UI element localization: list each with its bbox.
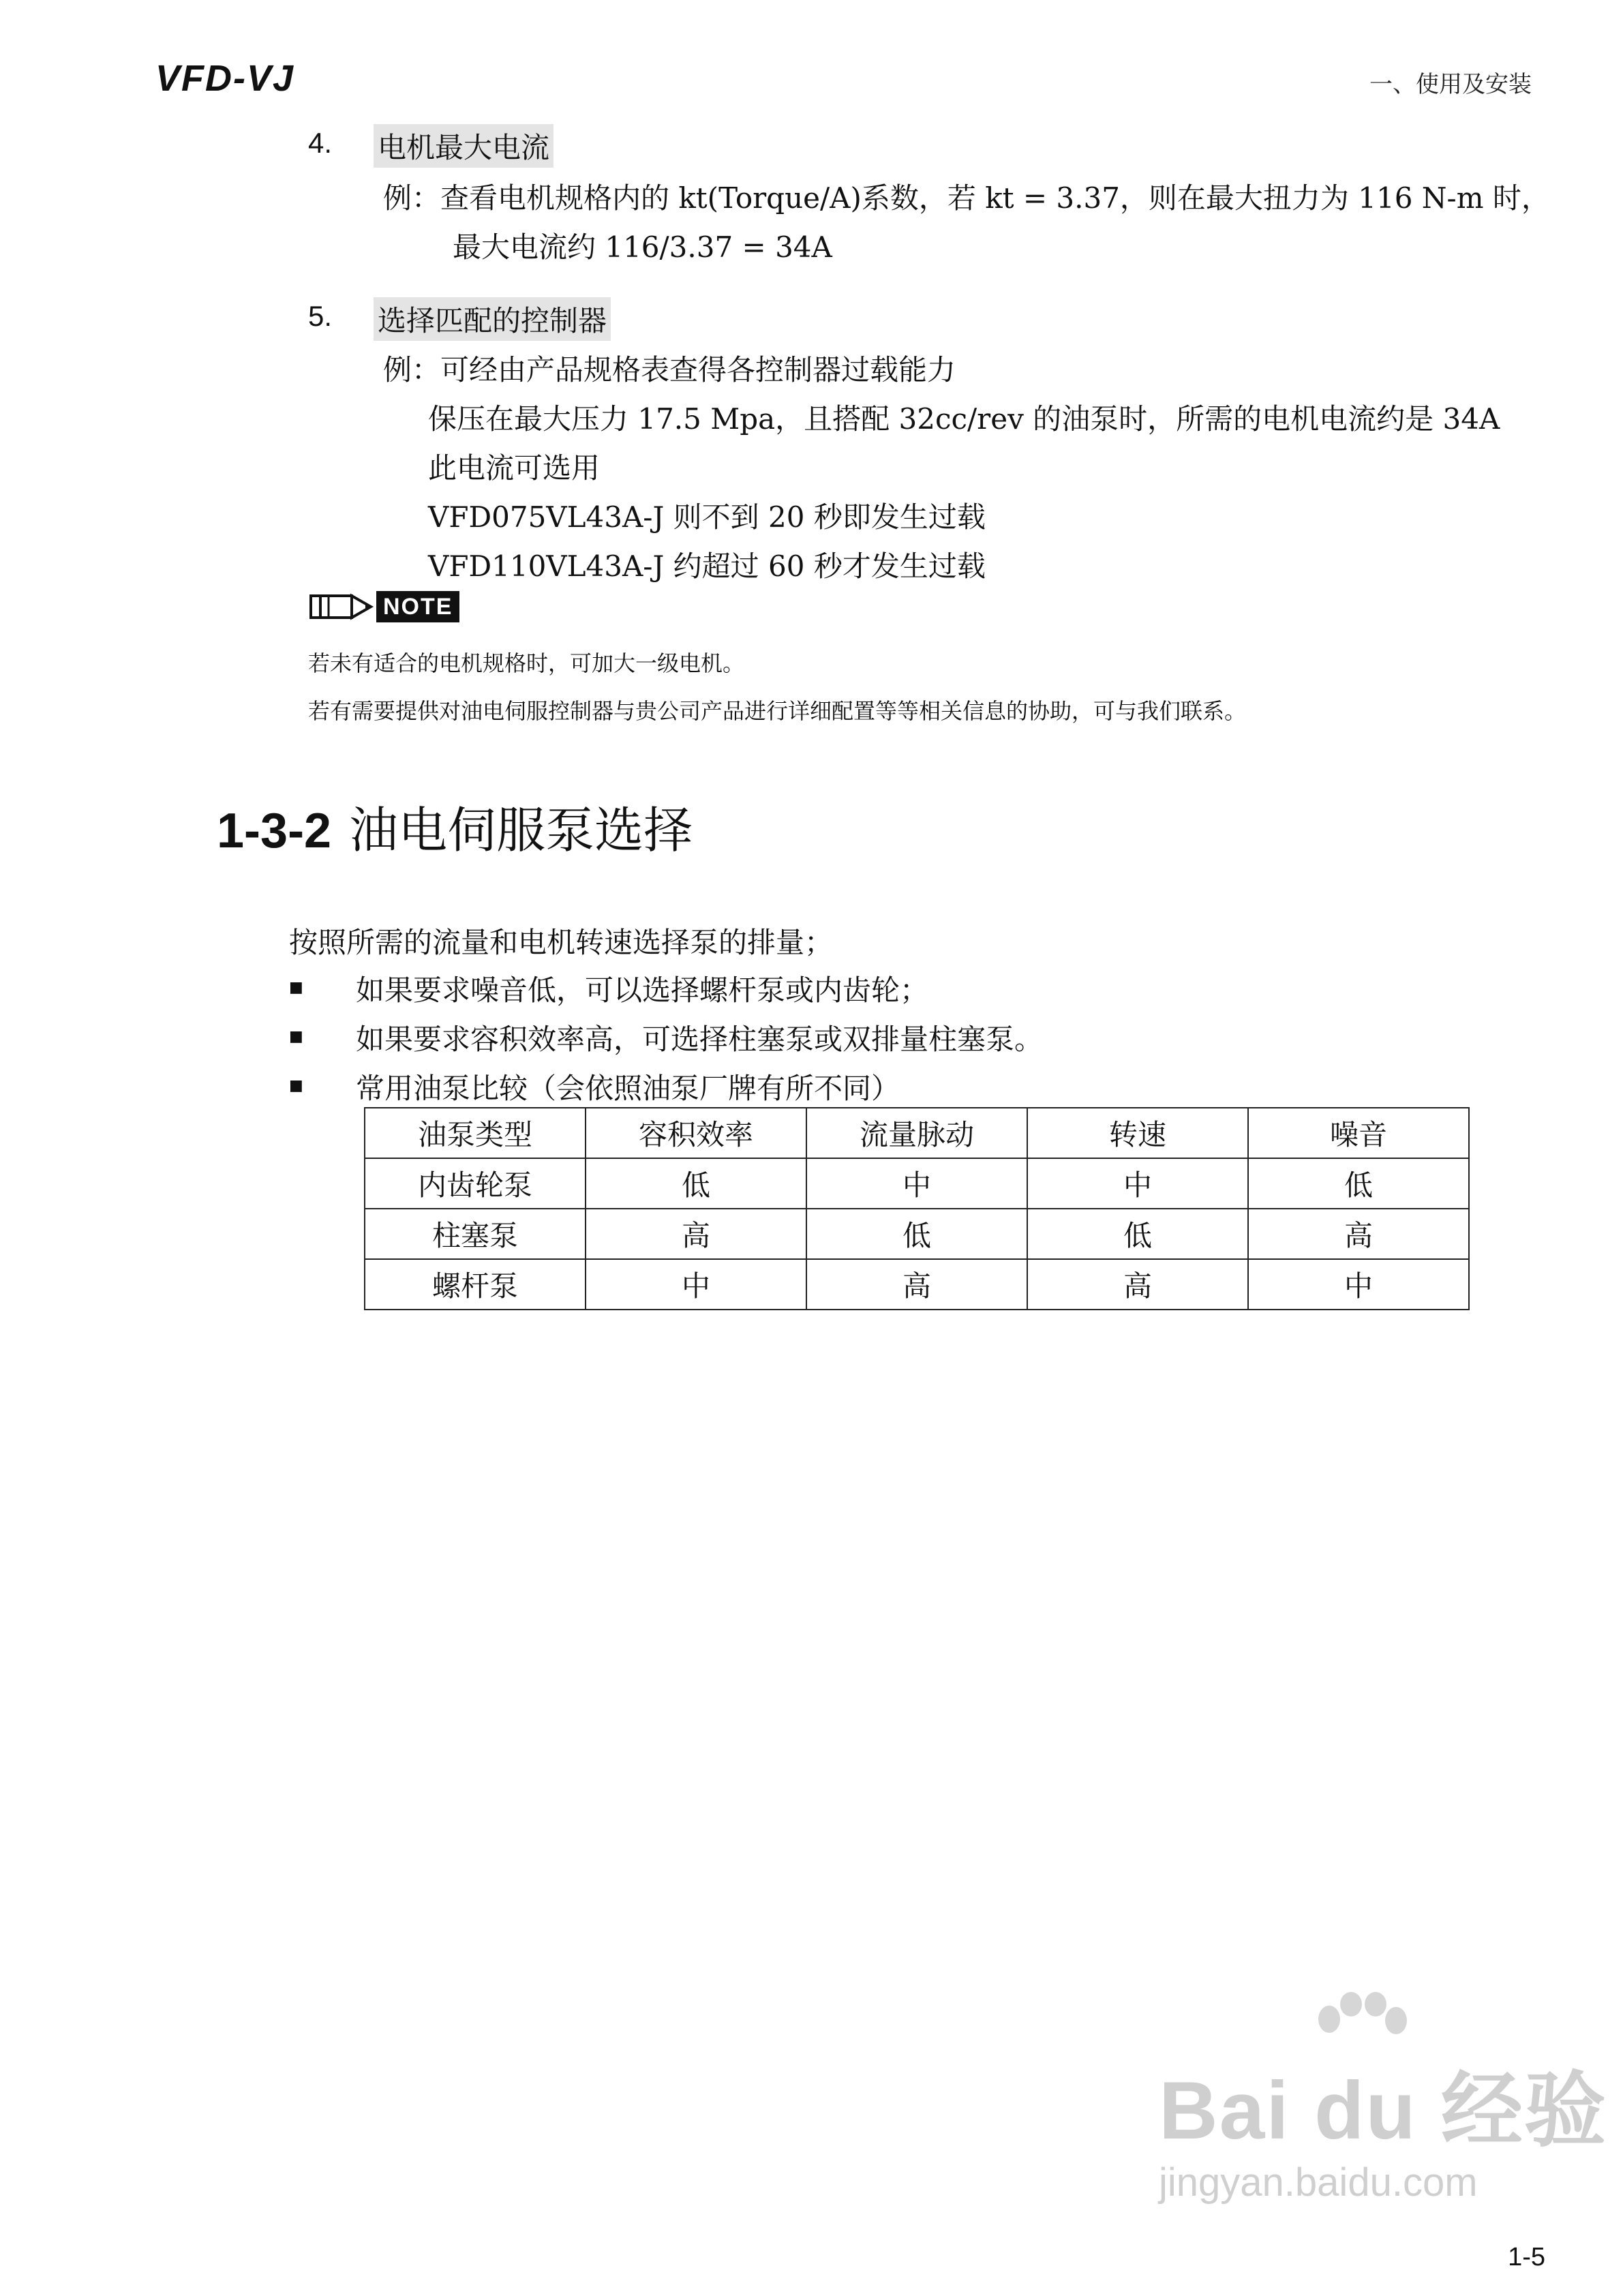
table-cell: 中 bbox=[806, 1158, 1027, 1209]
running-head: 一、使用及安装 bbox=[1369, 71, 1532, 98]
bullet-square-icon: ■ bbox=[289, 979, 303, 996]
table-header-cell: 油泵类型 bbox=[365, 1108, 586, 1158]
item-title-4: 电机最大电流 bbox=[374, 124, 553, 168]
watermark-url: jingyan.baidu.com bbox=[1159, 2160, 1478, 2205]
bullet-item-1: 如果要求噪音低，可以选择螺杆泵或内齿轮； bbox=[356, 973, 929, 1007]
table-cell: 低 bbox=[1248, 1158, 1469, 1209]
item4-line-2: 最大电流约 116/3.37 = 34A bbox=[453, 230, 832, 264]
note-line-2: 若有需要提供对油电伺服控制器与贵公司产品进行详细配置等等相关信息的协助，可与我们联系。 bbox=[308, 698, 1247, 724]
note-badge bbox=[308, 590, 459, 623]
table-cell: 低 bbox=[806, 1209, 1027, 1259]
table-cell: 高 bbox=[1027, 1259, 1248, 1310]
section-intro: 按照所需的流量和电机转速选择泵的排量； bbox=[289, 926, 834, 959]
table-row bbox=[365, 1158, 1469, 1209]
table-header-cell: 噪音 bbox=[1248, 1108, 1469, 1158]
item5-line-4: VFD075VL43A-J 则不到 20 秒即发生过载 bbox=[428, 500, 986, 534]
item5-line-5: VFD110VL43A-J 约超过 60 秒才发生过载 bbox=[428, 549, 986, 583]
table-cell: 螺杆泵 bbox=[365, 1259, 586, 1310]
bullet-item-2: 如果要求容积效率高，可选择柱塞泵或双排量柱塞泵。 bbox=[356, 1023, 1044, 1056]
item5-line-1: 例：可经由产品规格表查得各控制器过载能力 bbox=[383, 353, 956, 387]
item5-line-2: 保压在最大压力 17.5 Mpa，且搭配 32cc/rev 的油泵时，所需的电机电流约是 34A bbox=[428, 402, 1500, 436]
brand-logo: VFD-VJ bbox=[155, 58, 295, 99]
baidu-watermark bbox=[1159, 2045, 1607, 2205]
page-number: 1-5 bbox=[1508, 2243, 1545, 2271]
table-header-cell: 流量脉动 bbox=[806, 1108, 1027, 1158]
table-cell: 低 bbox=[1027, 1209, 1248, 1259]
table-row bbox=[365, 1259, 1469, 1310]
paw-icon bbox=[1309, 1992, 1411, 2074]
note-label: NOTE bbox=[376, 591, 459, 622]
section-number: 1-3-2 bbox=[217, 804, 332, 858]
table-cell: 柱塞泵 bbox=[365, 1209, 586, 1259]
item-number-5: 5. bbox=[308, 300, 333, 332]
item5-line-3: 此电流可选用 bbox=[428, 451, 601, 485]
table-cell: 高 bbox=[1248, 1209, 1469, 1259]
section-heading bbox=[217, 791, 693, 862]
table-row bbox=[365, 1209, 1469, 1259]
table-header-row bbox=[365, 1108, 1469, 1158]
pump-comparison-table bbox=[364, 1107, 1470, 1310]
table-cell: 中 bbox=[1027, 1158, 1248, 1209]
watermark-brand: Bai du 经验 bbox=[1159, 2065, 1608, 2156]
bullet-item-3: 常用油泵比较（会依照油泵厂牌有所不同） bbox=[356, 1072, 900, 1105]
table-cell: 中 bbox=[586, 1259, 806, 1310]
pencil-icon bbox=[308, 590, 376, 623]
item4-line-1: 例：查看电机规格内的 kt(Torque/A)系数，若 kt = 3.37，则在最大扭力为 116 N-m 时， bbox=[383, 181, 1550, 215]
table-cell: 高 bbox=[586, 1209, 806, 1259]
item-number-4: 4. bbox=[308, 127, 333, 159]
table-cell: 低 bbox=[586, 1158, 806, 1209]
section-title: 油电伺服泵选择 bbox=[349, 802, 693, 859]
bullet-square-icon: ■ bbox=[289, 1077, 303, 1094]
note-line-1: 若未有适合的电机规格时，可加大一级电机。 bbox=[308, 650, 745, 676]
table-cell: 高 bbox=[806, 1259, 1027, 1310]
table-cell: 内齿轮泵 bbox=[365, 1158, 586, 1209]
table-cell: 中 bbox=[1248, 1259, 1469, 1310]
bullet-square-icon: ■ bbox=[289, 1028, 303, 1045]
item-title-5: 选择匹配的控制器 bbox=[374, 297, 611, 341]
table-header-cell: 容积效率 bbox=[586, 1108, 806, 1158]
table-header-cell: 转速 bbox=[1027, 1108, 1248, 1158]
